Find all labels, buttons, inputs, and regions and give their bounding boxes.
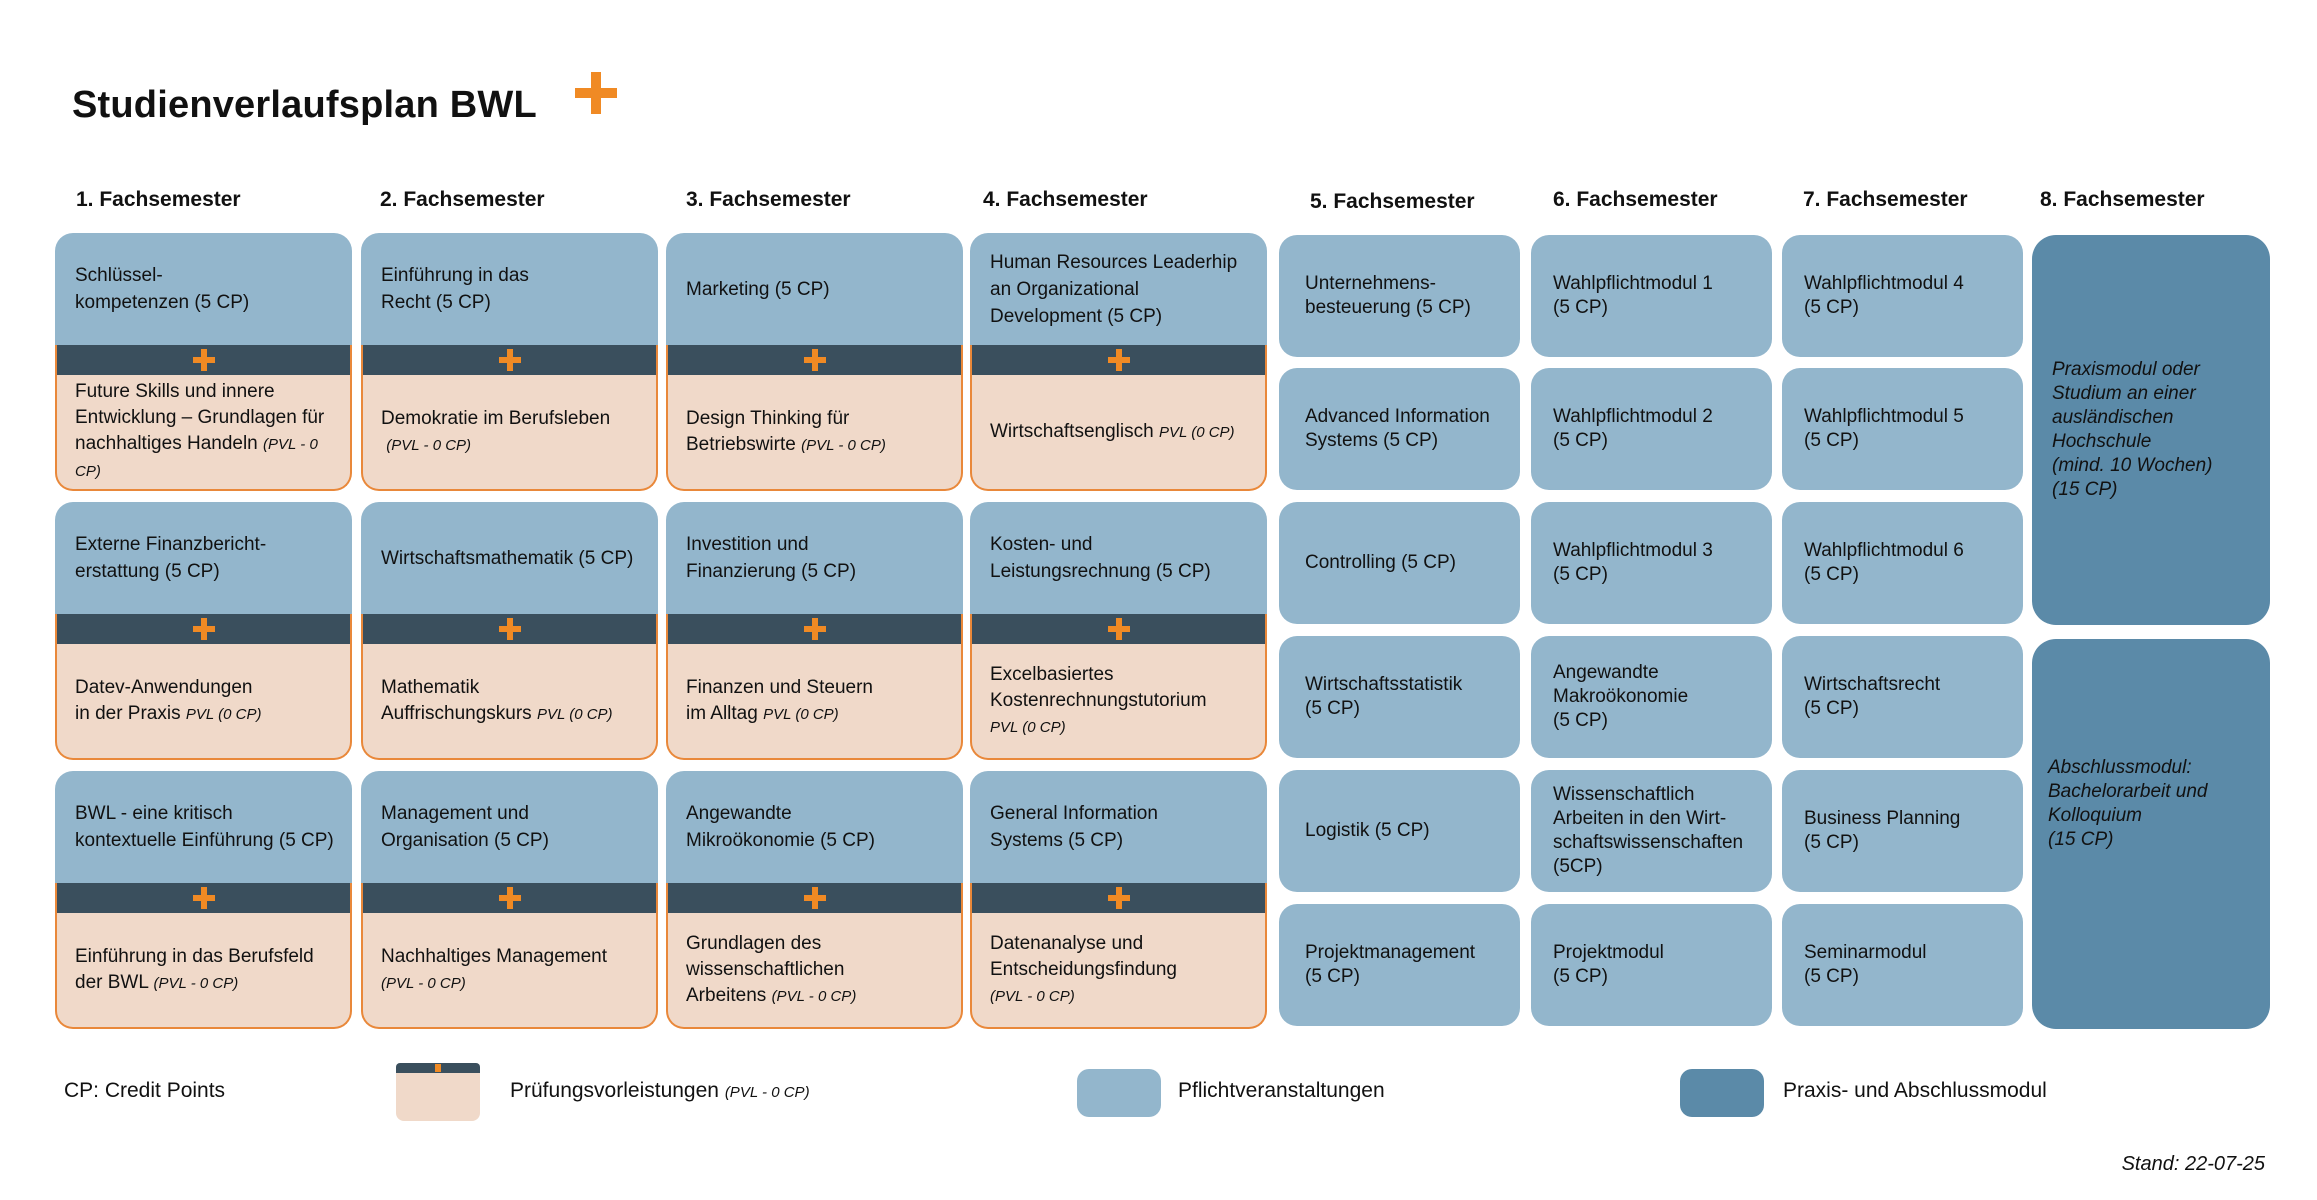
module-s5-5: Logistik (5 CP) — [1279, 770, 1520, 892]
plus-icon — [193, 349, 215, 371]
semester-header-4: 4. Fachsemester — [983, 188, 1148, 211]
pvl-block: Finanzen und Steuern im Alltag PVL (0 CP) — [666, 644, 963, 760]
pvl-block: Mathematik Auffrischungskurs PVL (0 CP) — [361, 644, 658, 760]
module-s5-6: Projektmanagement (5 CP) — [1279, 904, 1520, 1026]
module-block: Angewandte Mikroökonomie (5 CP) — [666, 771, 963, 883]
legend-pflicht-label: Pflichtveranstaltungen — [1178, 1079, 1385, 1102]
plus-icon — [499, 349, 521, 371]
module-s7-1: Wahlpflichtmodul 4 (5 CP) — [1782, 235, 2023, 357]
module-block: Kosten- und Leistungsrechnung (5 CP) — [970, 502, 1267, 614]
module-block: BWL - eine kritisch kontextuelle Einführung (5 CP) — [55, 771, 352, 883]
module-block: Externe Finanzbericht- erstattung (5 CP) — [55, 502, 352, 614]
connector-bar — [970, 614, 1267, 644]
semester-header-2: 2. Fachsemester — [380, 188, 545, 211]
module-combo-s1-r1 — [55, 233, 352, 491]
module-combo-s3-r2 — [666, 502, 963, 760]
module-combo-s4-r1 — [970, 233, 1267, 491]
connector-bar — [666, 614, 963, 644]
module-s6-5: Wissenschaftlich Arbeiten in den Wirt- schaftswissenschaften (5CP) — [1531, 770, 1772, 892]
module-combo-s3-r3 — [666, 771, 963, 1029]
module-s6-1: Wahlpflichtmodul 1 (5 CP) — [1531, 235, 1772, 357]
module-s6-6: Projektmodul (5 CP) — [1531, 904, 1772, 1026]
module-abschluss: Abschlussmodul: Bachelorarbeit und Kolloquium (15 CP) — [2032, 639, 2270, 1029]
module-s6-3: Wahlpflichtmodul 3 (5 CP) — [1531, 502, 1772, 624]
plus-icon — [804, 887, 826, 909]
module-s7-5: Business Planning (5 CP) — [1782, 770, 2023, 892]
connector-bar — [666, 345, 963, 375]
plus-icon — [435, 1064, 441, 1072]
legend-pflicht-swatch — [1077, 1069, 1161, 1117]
legend-pvl-label: Prüfungsvorleistungen (PVL - 0 CP) — [510, 1079, 810, 1102]
connector-bar — [666, 883, 963, 913]
connector-bar — [55, 883, 352, 913]
module-block: Einführung in das Recht (5 CP) — [361, 233, 658, 345]
module-block: Human Resources Leaderhip an Organizational Development (5 CP) — [970, 233, 1267, 345]
page-title: Studienverlaufsplan BWL — [72, 84, 537, 126]
semester-header-5: 5. Fachsemester — [1310, 190, 1475, 213]
module-s5-3: Controlling (5 CP) — [1279, 502, 1520, 624]
pvl-block: Wirtschaftsenglisch PVL (0 CP) — [970, 375, 1267, 491]
module-block: Investition und Finanzierung (5 CP) — [666, 502, 963, 614]
legend-cp: CP: Credit Points — [64, 1079, 226, 1102]
pvl-block: Nachhaltiges Management (PVL - 0 CP) — [361, 913, 658, 1029]
module-s5-2: Advanced Information Systems (5 CP) — [1279, 368, 1520, 490]
plus-icon — [499, 887, 521, 909]
module-combo-s3-r1 — [666, 233, 963, 491]
legend-pvl-swatch — [396, 1063, 480, 1121]
module-block: General Information Systems (5 CP) — [970, 771, 1267, 883]
connector-bar — [970, 883, 1267, 913]
module-combo-s2-r3 — [361, 771, 658, 1029]
plus-icon — [193, 618, 215, 640]
module-s7-2: Wahlpflichtmodul 5 (5 CP) — [1782, 368, 2023, 490]
connector-bar — [55, 614, 352, 644]
module-s6-4: Angewandte Makroökonomie (5 CP) — [1531, 636, 1772, 758]
plus-icon — [499, 618, 521, 640]
module-block: Marketing (5 CP) — [666, 233, 963, 345]
module-s7-3: Wahlpflichtmodul 6 (5 CP) — [1782, 502, 2023, 624]
module-s5-4: Wirtschaftsstatistik (5 CP) — [1279, 636, 1520, 758]
pvl-block: Design Thinking für Betriebswirte (PVL - 0 CP) — [666, 375, 963, 491]
module-combo-s2-r1 — [361, 233, 658, 491]
legend-pvl-box — [396, 1073, 480, 1121]
connector-bar — [55, 345, 352, 375]
module-combo-s4-r3 — [970, 771, 1267, 1029]
module-combo-s1-r3 — [55, 771, 352, 1029]
plus-icon — [1108, 349, 1130, 371]
legend-praxis-label: Praxis- und Abschlussmodul — [1783, 1079, 2047, 1102]
module-combo-s2-r2 — [361, 502, 658, 760]
module-s5-1: Unternehmens- besteuerung (5 CP) — [1279, 235, 1520, 357]
pvl-block: Grundlagen des wissenschaftlichen Arbeitens (PVL - 0 CP) — [666, 913, 963, 1029]
plus-icon — [193, 887, 215, 909]
plus-icon — [575, 72, 617, 114]
plus-icon — [804, 349, 826, 371]
pvl-block: Datev-Anwendungen in der Praxis PVL (0 CP) — [55, 644, 352, 760]
module-praxis: Praxismodul oder Studium an einer ausländischen Hochschule (mind. 10 Wochen) (15 CP) — [2032, 235, 2270, 625]
module-s7-4: Wirtschaftsrecht (5 CP) — [1782, 636, 2023, 758]
legend-praxis-swatch — [1680, 1069, 1764, 1117]
module-s7-6: Seminarmodul (5 CP) — [1782, 904, 2023, 1026]
semester-header-8: 8. Fachsemester — [2040, 188, 2205, 211]
pvl-block: Demokratie im Berufsleben (PVL - 0 CP) — [361, 375, 658, 491]
plus-icon — [804, 618, 826, 640]
pvl-block: Datenanalyse und Entscheidungsfindung (PVL - 0 CP) — [970, 913, 1267, 1029]
module-block: Wirtschaftsmathematik (5 CP) — [361, 502, 658, 614]
plus-icon — [1108, 887, 1130, 909]
semester-header-1: 1. Fachsemester — [76, 188, 241, 211]
stand-date: Stand: 22-07-25 — [2121, 1153, 2265, 1175]
module-s6-2: Wahlpflichtmodul 2 (5 CP) — [1531, 368, 1772, 490]
semester-header-7: 7. Fachsemester — [1803, 188, 1968, 211]
semester-header-3: 3. Fachsemester — [686, 188, 851, 211]
pvl-block: Einführung in das Berufsfeld der BWL (PVL - 0 CP) — [55, 913, 352, 1029]
semester-header-6: 6. Fachsemester — [1553, 188, 1718, 211]
module-combo-s1-r2 — [55, 502, 352, 760]
connector-bar — [970, 345, 1267, 375]
plus-icon — [1108, 618, 1130, 640]
connector-bar — [361, 345, 658, 375]
module-block: Management und Organisation (5 CP) — [361, 771, 658, 883]
module-block: Schlüssel- kompetenzen (5 CP) — [55, 233, 352, 345]
module-combo-s4-r2 — [970, 502, 1267, 760]
connector-bar — [361, 883, 658, 913]
pvl-block: Excelbasiertes Kostenrechnungstutorium PVL (0 CP) — [970, 644, 1267, 760]
pvl-block: Future Skills und innere Entwicklung – Grundlagen für nachhaltiges Handeln (PVL - 0 CP) — [55, 375, 352, 491]
connector-bar — [361, 614, 658, 644]
